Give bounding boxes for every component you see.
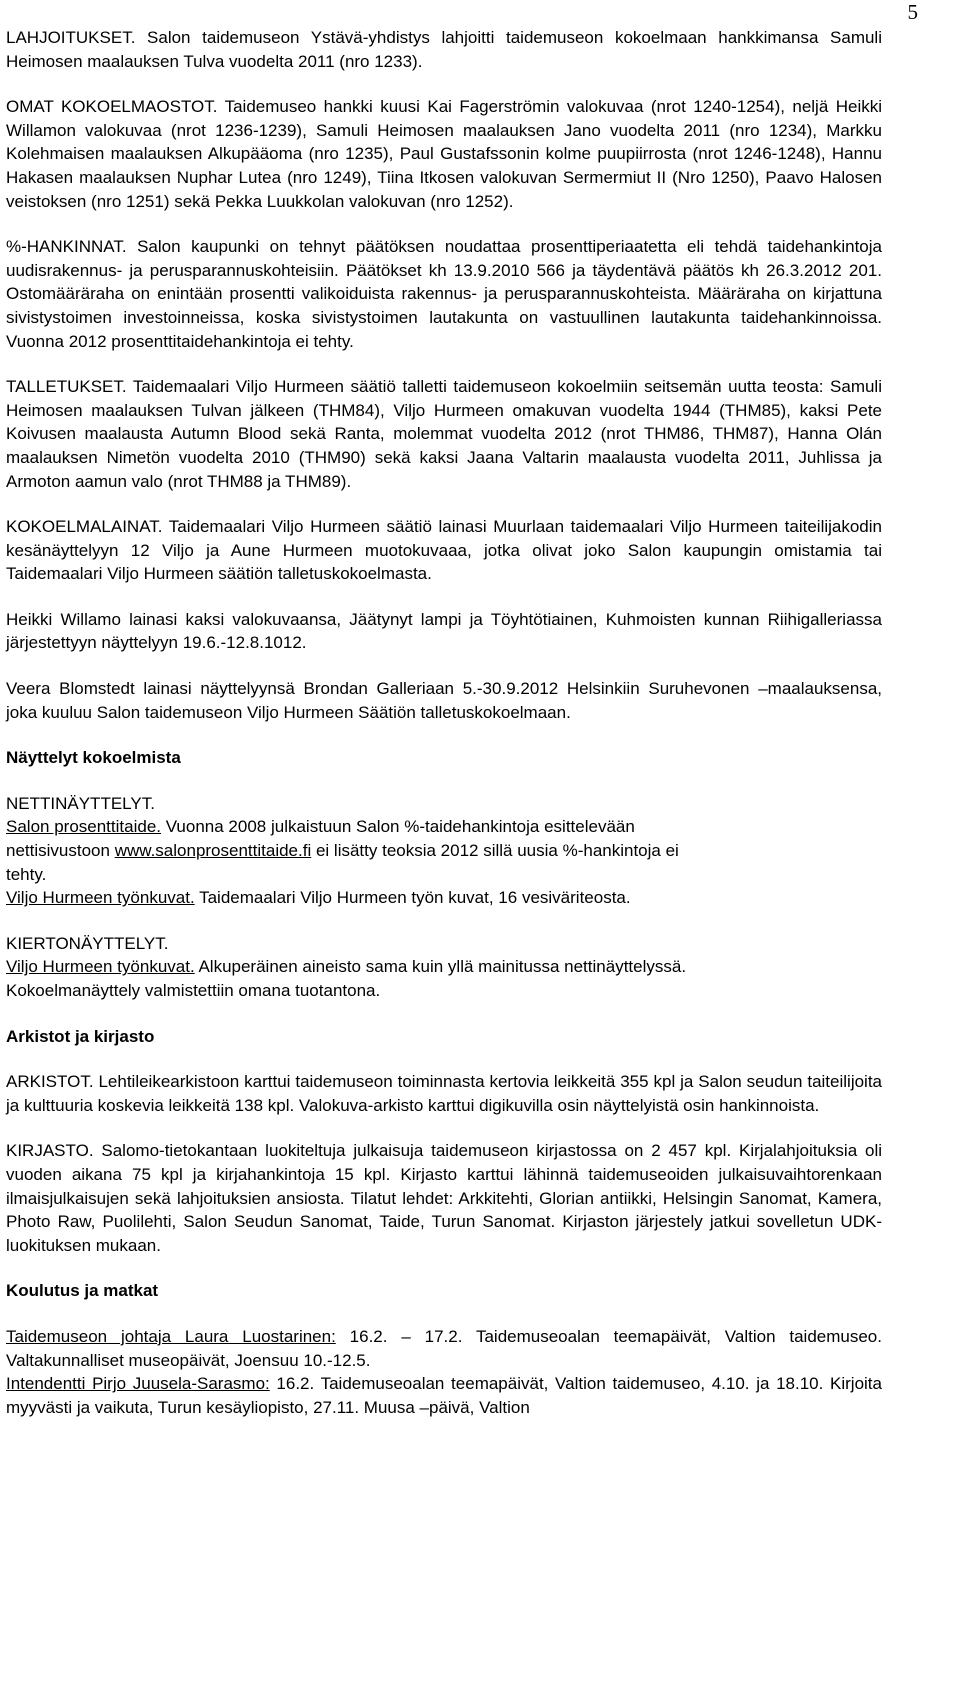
prosenttitaide-url-link[interactable]: www.salonprosenttitaide.fi	[114, 841, 312, 861]
prosenttitaide-text-3: ei lisätty teoksia 2012 sillä uusia %-hankintoja ei	[311, 841, 679, 861]
paragraph-kirjasto: KIRJASTO. Salomo-tietokantaan luokiteltuja julkaisuja taidemuseon kirjastossa on 2 457 kpl. Kirjalahjoituksia oli vuoden aikana 75 kpl ja kirjahankintoja 15 kpl. Kirjasto karttui lähinnä taidemuseoiden julkaisuvaihtorenkaan ilmaisjulkaisujen sekä lahjoituksien ansiosta. Tilatut lehdet: Arkkitehti, Glorian antiikki, Helsingin Sanomat, Kamera, Photo Raw, Puolilehti, Salon Seudun Sanomat, Taide, Turun Sanomat. Kirjaston järjestely jatkui sovelletun UDK-luokituksen mukaan.	[6, 1141, 882, 1255]
luostarinen-link[interactable]: Taidemuseon johtaja Laura Luostarinen:	[6, 1326, 336, 1346]
hurme-tyonkuvat-link[interactable]: Viljo Hurmeen työnkuvat.	[6, 888, 195, 908]
prosenttitaide-text-2: nettisivustoon	[6, 841, 115, 861]
paragraph-talletukset: TALLETUKSET. Taidemaalari Viljo Hurmeen säätiö talletti taidemuseon kokoelmiin seitsemän uutta teosta: Samuli Heimosen maalauksen Tulvan jälkeen (THM84), Viljo Hurmeen omakuvan vuodelta 1944 (THM85), kaksi Pete Koivusen maalausta Autumn Blood sekä Ranta, molemmat vuodelta 2012 (nrot THM86, THM87), Hanna Olán maalauksen Nimetön vuodelta 2010 (THM90) sekä kaksi Jaana Valtarin maalausta vuodelta 2011, Juhlissa ja Armoton aamun valo (nrot THM88 ja THM89).	[6, 377, 882, 491]
nettinayttelyt-title: NETTINÄYTTELYT.	[6, 793, 155, 813]
paragraph-arkistot: ARKISTOT. Lehtileikearkistoon karttui taidemuseon toiminnasta kertovia leikkeitä 355 kpl ja Salon seudun taiteilijoita ja kulttuuria koskevia leikkeitä 138 kpl. Valokuva-arkisto karttui digikuvilla osin näyttelyistä osin hankinnoista.	[6, 1072, 882, 1115]
koulutus-juusela	[6, 1372, 882, 1419]
koulutus-luostarinen	[6, 1325, 882, 1372]
heading-koulutus: Koulutus ja matkat	[6, 1281, 159, 1301]
prosenttitaide-entry-2	[6, 839, 882, 863]
heading-arkistot: Arkistot ja kirjasto	[6, 1026, 155, 1046]
document-body	[6, 26, 882, 1419]
paragraph-lahjoitukset: LAHJOITUKSET. Salon taidemuseon Ystävä-yhdistys lahjoitti taidemuseon kokoelmaan hankkimansa Samuli Heimosen maalauksen Tulva vuodelta 2011 (nro 1233).	[6, 28, 882, 71]
page-number: 5	[907, 0, 918, 24]
juusela-text: 16.2. Taidemuseoalan teemapäivät, Valtion taidemuseo, 4.10. ja 18.10. Kirjoita myyvästi ja vaikuta, Turun kesäyliopisto, 27.11. Muusa –päivä, Valtion	[6, 1374, 882, 1417]
kiertonayttelyt-title: KIERTONÄYTTELYT.	[6, 933, 169, 953]
hurme2-entry	[6, 955, 882, 979]
heading-nayttelyt: Näyttelyt kokoelmista	[6, 748, 181, 768]
juusela-link[interactable]: Intendentti Pirjo Juusela-Sarasmo:	[6, 1374, 270, 1394]
prosenttitaide-entry	[6, 815, 882, 839]
paragraph-prosenttihankinnat: %-HANKINNAT. Salon kaupunki on tehnyt päätöksen noudattaa prosenttiperiaatetta eli tehdä taidehankintoja uudisrakennus- ja perusparannuskohteisiin. Päätökset kh 13.9.2010 566 ja täydentävä päätös kh 26.3.2012 201. Ostomääräraha on enintään prosentti valikoiduista rakennus- ja perusparannuskohteista. Määräraha on kirjattuna sivistystoimen investoinneissa, koska sivistystoimen lautakunta on vastuullinen lautakunta taidehankinnoissa. Vuonna 2012 prosenttitaidehankintoja ei tehty.	[6, 237, 882, 351]
prosenttitaide-text-4: tehty.	[6, 864, 47, 884]
paragraph-kokoelmalainat: KOKOELMALAINAT. Taidemaalari Viljo Hurmeen säätiö lainasi Muurlaan taidemaalari Viljo Hurmeen taiteilijakodin kesänäyttelyyn 12 Viljo ja Aune Hurmeen muotokuvaaa, jotka olivat joko Salon kaupungin omistamia tai Taidemaalari Viljo Hurmeen säätiön talletuskokoelmasta.	[6, 517, 882, 584]
hurme-tyonkuvat-link-2[interactable]: Viljo Hurmeen työnkuvat.	[6, 957, 195, 977]
kokoelmanayttely-line: Kokoelmanäyttely valmistettiin omana tuotantona.	[6, 981, 381, 1000]
luostarinen-text: 16.2. – 17.2. Taidemuseoalan teemapäivät, Valtion taidemuseo. Valtakunnalliset museopäivät, Joensuu 10.-12.5.	[6, 1326, 882, 1370]
hurme-tyonkuvat-text-2: Alkuperäinen aineisto sama kuin yllä mainitussa nettinäyttelyssä.	[194, 957, 687, 977]
paragraph-omat-kokoelmaostot: OMAT KOKOELMAOSTOT. Taidemuseo hankki kuusi Kai Fagerströmin valokuvaa (nrot 1240-1254), neljä Heikki Willamon valokuvaa (nrot 1236-1239), Samuli Heimosen maalauksen Jano vuodelta 2011 (nro 1234), Markku Kolehmaisen maalauksen Alkupääoma (nro 1235), Paul Gustafssonin kolme puupiirrosta (nrot 1246-1248), Hannu Hakasen maalauksen Nuphar Lutea (nro 1249), Tiina Itkosen valokuvan Sermermiut II (Nro 1250), Paavo Halosen veistoksen (nro 1251) sekä Pekka Luukkolan valokuvan (nro 1252).	[6, 97, 882, 211]
hurme-tyonkuvat-text: Taidemaalari Viljo Hurmeen työn kuvat, 16 vesiväriteosta.	[194, 888, 631, 908]
section-nettinayttelyt	[6, 792, 882, 910]
section-kiertonayttelyt	[6, 932, 882, 1003]
prosenttitaide-text: Vuonna 2008 julkaistuun Salon %-taidehankintoja esittelevään	[161, 817, 635, 837]
hurme-entry	[6, 886, 882, 910]
prosenttitaide-link[interactable]: Salon prosenttitaide.	[6, 817, 161, 837]
paragraph-blomstedt-laina: Veera Blomstedt lainasi näyttelyynsä Brondan Galleriaan 5.-30.9.2012 Helsinkiin Suruhevonen –maalauksensa, joka kuuluu Salon taidemuseon Viljo Hurmeen Säätiön talletuskokoelmaan.	[6, 679, 882, 722]
paragraph-willamo-laina: Heikki Willamo lainasi kaksi valokuvaansa, Jäätynyt lampi ja Töyhtötiainen, Kuhmoisten kunnan Riihigalleriassa järjestettyyn näyttelyyn 19.6.-12.8.1012.	[6, 609, 882, 653]
